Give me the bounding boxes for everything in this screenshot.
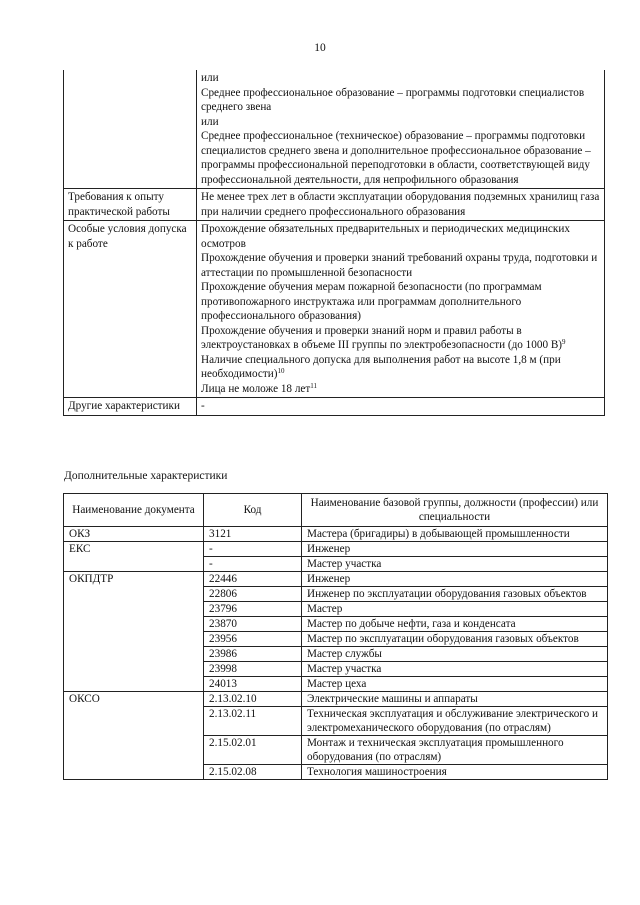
education-line: или <box>201 115 219 128</box>
doc-cell <box>64 765 204 780</box>
education-value-cell <box>197 70 605 189</box>
condition-item: Прохождение обучения и проверки знаний норм и правил работы в электроустановках в объеме III группы по электробезопасности (до 1000 В)$^9$ <box>201 324 566 351</box>
doc-cell <box>64 647 204 662</box>
condition-item: Лица не моложе 18 лет$^{11}$ <box>201 381 318 395</box>
code-cell: 23986 <box>204 647 302 662</box>
additional-title: Дополнительные характеристики <box>64 470 228 482</box>
education-line: или <box>201 72 219 84</box>
header-doc: Наименование документа <box>64 494 204 527</box>
doc-cell <box>64 557 204 572</box>
doc-cell <box>64 587 204 602</box>
code-cell: 23998 <box>204 662 302 677</box>
code-cell: 2.13.02.11 <box>204 707 302 736</box>
experience-row <box>64 189 605 221</box>
doc-cell <box>64 736 204 765</box>
code-cell: 23870 <box>204 617 302 632</box>
experience-label: Требования к опыту практической работы <box>64 189 197 221</box>
table-row <box>64 707 608 736</box>
header-code: Код <box>204 494 302 527</box>
additional-table <box>63 493 608 780</box>
name-cell: Электрические машины и аппараты <box>302 692 608 707</box>
footnote-ref: 10 <box>277 367 285 375</box>
condition-item: Наличие специального допуска для выполнения работ на высоте 1,8 м (при необходимости)$^{10}$ <box>201 353 561 380</box>
code-cell: 24013 <box>204 677 302 692</box>
name-cell: Технология машиностроения <box>302 765 608 780</box>
table-row <box>64 527 608 542</box>
special-conditions-label: Особые условия допуска к работе <box>64 221 197 398</box>
name-cell: Мастер участка <box>302 662 608 677</box>
special-conditions-row <box>64 221 605 398</box>
name-cell: Мастер участка <box>302 557 608 572</box>
table-row <box>64 602 608 617</box>
code-cell: 2.15.02.08 <box>204 765 302 780</box>
education-line: Среднее профессиональное (техническое) образование – программы подготовки специалистов среднего звена и дополнительное профессиональное образование – программы профессиональной переподготовки в области, соответствующей виду профессиональной деятельности, для непрофильного образования <box>201 130 591 186</box>
code-cell: 3121 <box>204 527 302 542</box>
table-row <box>64 765 608 780</box>
header-name: Наименование базовой группы, должности (профессии) или специальности <box>302 494 608 527</box>
name-cell: Мастер по эксплуатации оборудования газовых объектов <box>302 632 608 647</box>
code-cell: 22806 <box>204 587 302 602</box>
footnote-ref: 9 <box>562 338 566 346</box>
condition-item: Прохождение обучения и проверки знаний требований охраны труда, подготовки и аттестации по промышленной безопасности <box>201 252 598 279</box>
code-cell: 2.13.02.10 <box>204 692 302 707</box>
table-row <box>64 587 608 602</box>
table-row <box>64 677 608 692</box>
table-row <box>64 572 608 587</box>
table-row <box>64 662 608 677</box>
table-row <box>64 557 608 572</box>
name-cell: Мастер цеха <box>302 677 608 692</box>
doc-cell <box>64 617 204 632</box>
table-row <box>64 647 608 662</box>
doc-cell: ЕКС <box>64 542 204 557</box>
code-cell: - <box>204 542 302 557</box>
name-cell: Инженер по эксплуатации оборудования газовых объектов <box>302 587 608 602</box>
code-cell: 2.15.02.01 <box>204 736 302 765</box>
name-cell: Инженер <box>302 542 608 557</box>
doc-cell: ОКПДТР <box>64 572 204 587</box>
other-label: Другие характеристики <box>64 398 197 416</box>
name-cell: Мастер по добыче нефти, газа и конденсата <box>302 617 608 632</box>
code-cell: 22446 <box>204 572 302 587</box>
condition-item: Прохождение обучения мерам пожарной безопасности (по программам противопожарного инструктажа или программам дополнительного профессионального образования) <box>201 281 542 322</box>
requirements-table <box>63 70 605 416</box>
condition-item: Прохождение обязательных предварительных и периодических медицинских осмотров <box>201 223 570 250</box>
table-row <box>64 542 608 557</box>
doc-cell: ОКЗ <box>64 527 204 542</box>
education-row <box>64 70 605 189</box>
code-cell: 23956 <box>204 632 302 647</box>
header-row <box>64 494 608 527</box>
name-cell: Мастера (бригадиры) в добывающей промышленности <box>302 527 608 542</box>
other-value: - <box>197 398 605 416</box>
doc-cell <box>64 632 204 647</box>
education-label-cell <box>64 70 197 189</box>
code-cell: 23796 <box>204 602 302 617</box>
experience-value: Не менее трех лет в области эксплуатации оборудования подземных хранилищ газа при наличии среднего профессионального образования <box>197 189 605 221</box>
doc-cell: ОКСО <box>64 692 204 707</box>
table-row <box>64 736 608 765</box>
table-row <box>64 692 608 707</box>
name-cell: Мастер службы <box>302 647 608 662</box>
table-row <box>64 617 608 632</box>
name-cell: Мастер <box>302 602 608 617</box>
doc-cell <box>64 707 204 736</box>
doc-cell <box>64 677 204 692</box>
doc-cell <box>64 602 204 617</box>
footnote-ref: 11 <box>310 381 318 390</box>
code-cell: - <box>204 557 302 572</box>
other-row <box>64 398 605 416</box>
table-row <box>64 632 608 647</box>
page-number: 10 <box>314 42 326 54</box>
special-conditions-value <box>197 221 605 398</box>
name-cell: Техническая эксплуатация и обслуживание электрического и электромеханического оборудования (по отраслям) <box>302 707 608 736</box>
education-line: Среднее профессиональное образование – программы подготовки специалистов среднего звена <box>201 86 585 113</box>
name-cell: Монтаж и техническая эксплуатация промышленного оборудования (по отраслям) <box>302 736 608 765</box>
doc-cell <box>64 662 204 677</box>
name-cell: Инженер <box>302 572 608 587</box>
